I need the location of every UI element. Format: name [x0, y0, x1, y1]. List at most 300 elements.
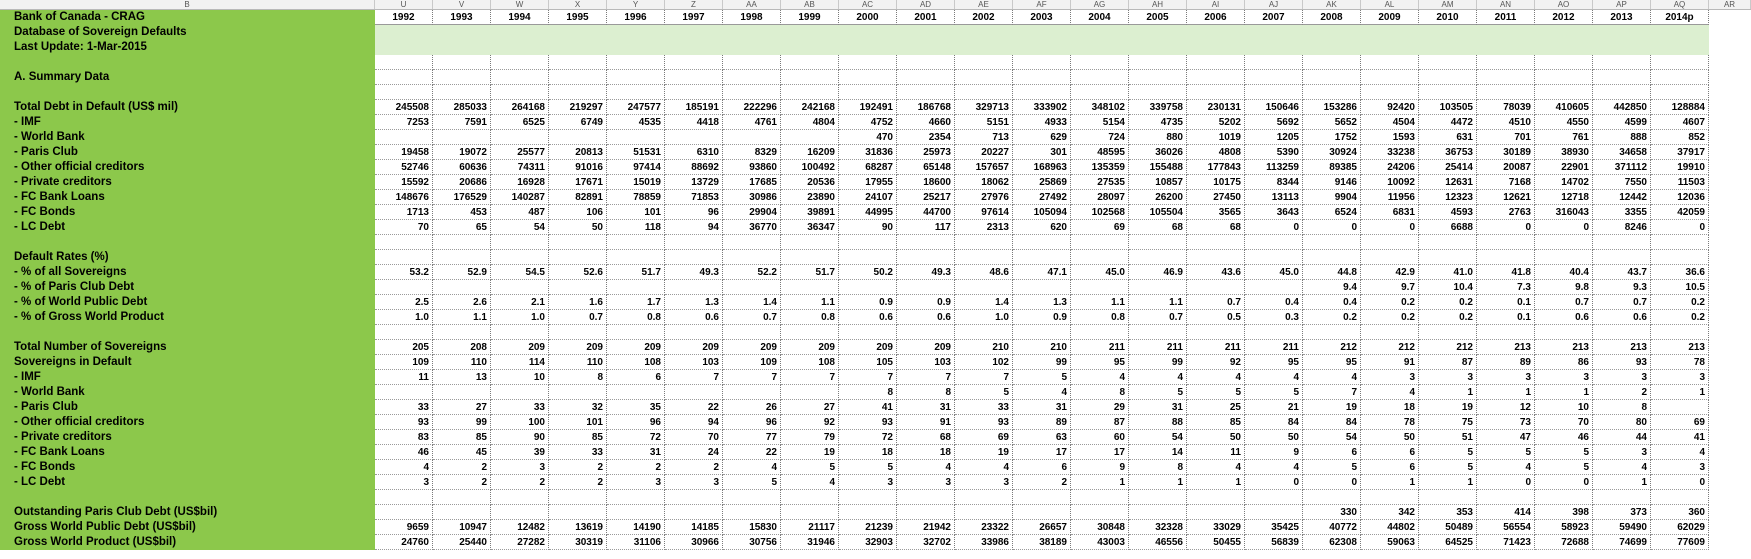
data-cell[interactable]: 329713: [955, 100, 1013, 115]
data-cell[interactable]: 26: [723, 400, 781, 415]
empty-cell[interactable]: [723, 55, 781, 70]
data-cell[interactable]: 209: [839, 340, 897, 355]
empty-cell[interactable]: [1477, 490, 1535, 505]
data-cell[interactable]: 2354: [897, 130, 955, 145]
data-cell[interactable]: 39: [491, 445, 549, 460]
data-cell[interactable]: 73: [1477, 415, 1535, 430]
data-cell[interactable]: 0.7: [1593, 295, 1651, 310]
empty-cell[interactable]: [897, 85, 955, 100]
data-cell[interactable]: 13113: [1245, 190, 1303, 205]
data-cell[interactable]: 9.3: [1593, 280, 1651, 295]
data-cell[interactable]: 212: [1361, 340, 1419, 355]
data-cell[interactable]: 487: [491, 205, 549, 220]
data-cell[interactable]: 3643: [1245, 205, 1303, 220]
column-letter[interactable]: AP: [1593, 0, 1651, 9]
data-cell[interactable]: 11: [1187, 445, 1245, 460]
data-cell[interactable]: [607, 505, 665, 520]
data-cell[interactable]: 8344: [1245, 175, 1303, 190]
empty-cell[interactable]: [433, 25, 491, 40]
row-label[interactable]: Last Update: 1-Mar-2015: [0, 40, 375, 55]
data-cell[interactable]: [1187, 505, 1245, 520]
data-cell[interactable]: 78: [1651, 355, 1709, 370]
empty-cell[interactable]: [839, 235, 897, 250]
data-cell[interactable]: 12631: [1419, 175, 1477, 190]
data-cell[interactable]: [723, 280, 781, 295]
data-cell[interactable]: 91: [897, 415, 955, 430]
empty-cell[interactable]: [723, 490, 781, 505]
data-cell[interactable]: 40.4: [1535, 265, 1593, 280]
empty-cell[interactable]: [491, 40, 549, 55]
data-cell[interactable]: 26657: [1013, 520, 1071, 535]
data-cell[interactable]: 105: [839, 355, 897, 370]
empty-cell[interactable]: [1419, 490, 1477, 505]
year-header-cell[interactable]: 1995: [549, 10, 607, 25]
data-cell[interactable]: 176529: [433, 190, 491, 205]
data-cell[interactable]: 51.7: [607, 265, 665, 280]
data-cell[interactable]: 50: [1361, 430, 1419, 445]
empty-cell[interactable]: [491, 55, 549, 70]
data-cell[interactable]: 414: [1477, 505, 1535, 520]
data-cell[interactable]: 28097: [1071, 190, 1129, 205]
empty-cell[interactable]: [1245, 250, 1303, 265]
empty-cell[interactable]: [1419, 70, 1477, 85]
empty-cell[interactable]: [375, 55, 433, 70]
column-letter[interactable]: AJ: [1245, 0, 1303, 9]
data-cell[interactable]: 211: [1071, 340, 1129, 355]
empty-cell[interactable]: [1187, 85, 1245, 100]
empty-cell[interactable]: [433, 250, 491, 265]
empty-cell[interactable]: [1245, 55, 1303, 70]
empty-cell[interactable]: [1361, 40, 1419, 55]
data-cell[interactable]: 22: [665, 400, 723, 415]
empty-cell[interactable]: [1535, 70, 1593, 85]
empty-cell[interactable]: [607, 25, 665, 40]
data-cell[interactable]: 5: [1419, 460, 1477, 475]
data-cell[interactable]: 285033: [433, 100, 491, 115]
data-cell[interactable]: 9: [1071, 460, 1129, 475]
data-cell[interactable]: 360: [1651, 505, 1709, 520]
data-cell[interactable]: 20087: [1477, 160, 1535, 175]
data-cell[interactable]: [375, 505, 433, 520]
data-cell[interactable]: [1013, 505, 1071, 520]
data-cell[interactable]: 410605: [1535, 100, 1593, 115]
empty-cell[interactable]: [665, 25, 723, 40]
data-cell[interactable]: 4472: [1419, 115, 1477, 130]
data-cell[interactable]: 36.6: [1651, 265, 1709, 280]
data-cell[interactable]: 99: [1013, 355, 1071, 370]
data-cell[interactable]: 108: [781, 355, 839, 370]
empty-cell[interactable]: [665, 235, 723, 250]
data-cell[interactable]: 4: [1361, 385, 1419, 400]
data-cell[interactable]: 6688: [1419, 220, 1477, 235]
data-cell[interactable]: 10947: [433, 520, 491, 535]
data-cell[interactable]: 93: [839, 415, 897, 430]
data-cell[interactable]: 109: [723, 355, 781, 370]
data-cell[interactable]: 41: [1651, 430, 1709, 445]
data-cell[interactable]: 0.8: [607, 310, 665, 325]
data-cell[interactable]: 9.7: [1361, 280, 1419, 295]
empty-cell[interactable]: [665, 490, 723, 505]
data-cell[interactable]: 7: [665, 370, 723, 385]
data-cell[interactable]: 1: [1071, 475, 1129, 490]
data-cell[interactable]: 852: [1651, 130, 1709, 145]
data-cell[interactable]: 2: [549, 460, 607, 475]
data-cell[interactable]: 168963: [1013, 160, 1071, 175]
empty-cell[interactable]: [839, 325, 897, 340]
data-cell[interactable]: 10.4: [1419, 280, 1477, 295]
data-cell[interactable]: 52.2: [723, 265, 781, 280]
empty-cell[interactable]: [1013, 325, 1071, 340]
empty-cell[interactable]: [433, 85, 491, 100]
row-label[interactable]: Sovereigns in Default: [0, 355, 375, 370]
data-cell[interactable]: 0.7: [1187, 295, 1245, 310]
data-cell[interactable]: 2.1: [491, 295, 549, 310]
data-cell[interactable]: 25869: [1013, 175, 1071, 190]
data-cell[interactable]: [433, 505, 491, 520]
data-cell[interactable]: 101: [607, 205, 665, 220]
data-cell[interactable]: 7168: [1477, 175, 1535, 190]
data-cell[interactable]: 20227: [955, 145, 1013, 160]
data-cell[interactable]: 13729: [665, 175, 723, 190]
year-header-cell[interactable]: 1996: [607, 10, 665, 25]
empty-cell[interactable]: [1245, 490, 1303, 505]
data-cell[interactable]: 44802: [1361, 520, 1419, 535]
empty-cell[interactable]: [1303, 85, 1361, 100]
empty-cell[interactable]: [433, 235, 491, 250]
data-cell[interactable]: 1.3: [1013, 295, 1071, 310]
empty-cell[interactable]: [1419, 235, 1477, 250]
data-cell[interactable]: 19: [1303, 400, 1361, 415]
empty-cell[interactable]: [1419, 325, 1477, 340]
data-cell[interactable]: 72688: [1535, 535, 1593, 550]
data-cell[interactable]: 3: [955, 475, 1013, 490]
data-cell[interactable]: 880: [1129, 130, 1187, 145]
year-header-cell[interactable]: 2012: [1535, 10, 1593, 25]
data-cell[interactable]: 1.0: [375, 310, 433, 325]
data-cell[interactable]: 59490: [1593, 520, 1651, 535]
data-cell[interactable]: 27450: [1187, 190, 1245, 205]
data-cell[interactable]: 4: [1593, 460, 1651, 475]
empty-cell[interactable]: [433, 70, 491, 85]
empty-cell[interactable]: [1651, 40, 1709, 55]
data-cell[interactable]: 19: [1419, 400, 1477, 415]
empty-cell[interactable]: [723, 85, 781, 100]
data-cell[interactable]: 70: [375, 220, 433, 235]
data-cell[interactable]: 25973: [897, 145, 955, 160]
data-cell[interactable]: 62029: [1651, 520, 1709, 535]
data-cell[interactable]: 8: [1129, 460, 1187, 475]
data-cell[interactable]: 5: [723, 475, 781, 490]
data-cell[interactable]: 247577: [607, 100, 665, 115]
data-cell[interactable]: 5202: [1187, 115, 1245, 130]
empty-cell[interactable]: [375, 325, 433, 340]
data-cell[interactable]: 27492: [1013, 190, 1071, 205]
data-cell[interactable]: 2: [433, 475, 491, 490]
data-cell[interactable]: 90: [839, 220, 897, 235]
row-label[interactable]: [0, 55, 375, 70]
data-cell[interactable]: 50: [1187, 430, 1245, 445]
empty-cell[interactable]: [491, 325, 549, 340]
row-label[interactable]: - World Bank: [0, 130, 375, 145]
data-cell[interactable]: 68: [1129, 220, 1187, 235]
empty-cell[interactable]: [1013, 70, 1071, 85]
empty-cell[interactable]: [1419, 40, 1477, 55]
row-label[interactable]: Total Debt in Default (US$ mil): [0, 100, 375, 115]
data-cell[interactable]: 4: [1129, 370, 1187, 385]
data-cell[interactable]: 0: [1303, 220, 1361, 235]
data-cell[interactable]: 33: [491, 400, 549, 415]
data-cell[interactable]: 3: [1593, 370, 1651, 385]
data-cell[interactable]: 40772: [1303, 520, 1361, 535]
year-header-cell[interactable]: 2003: [1013, 10, 1071, 25]
empty-cell[interactable]: [1129, 55, 1187, 70]
empty-cell[interactable]: [1187, 55, 1245, 70]
empty-cell[interactable]: [607, 235, 665, 250]
data-cell[interactable]: [897, 280, 955, 295]
data-cell[interactable]: 5: [781, 460, 839, 475]
column-letter[interactable]: AR: [1709, 0, 1751, 9]
data-cell[interactable]: 50.2: [839, 265, 897, 280]
row-label[interactable]: - Other official creditors: [0, 415, 375, 430]
empty-cell[interactable]: [1593, 490, 1651, 505]
data-cell[interactable]: 103: [665, 355, 723, 370]
data-cell[interactable]: 0.8: [1071, 310, 1129, 325]
data-cell[interactable]: 19: [781, 445, 839, 460]
data-cell[interactable]: 88: [1129, 415, 1187, 430]
data-cell[interactable]: 4: [781, 475, 839, 490]
empty-cell[interactable]: [665, 70, 723, 85]
data-cell[interactable]: 18: [839, 445, 897, 460]
data-cell[interactable]: 4599: [1593, 115, 1651, 130]
data-cell[interactable]: 4: [1303, 370, 1361, 385]
data-cell[interactable]: [433, 280, 491, 295]
data-cell[interactable]: [549, 280, 607, 295]
empty-cell[interactable]: [1187, 40, 1245, 55]
row-label[interactable]: - World Bank: [0, 385, 375, 400]
empty-cell[interactable]: [1361, 85, 1419, 100]
data-cell[interactable]: 27976: [955, 190, 1013, 205]
data-cell[interactable]: 8: [1071, 385, 1129, 400]
row-label[interactable]: - FC Bonds: [0, 460, 375, 475]
data-cell[interactable]: 5: [839, 460, 897, 475]
data-cell[interactable]: 15592: [375, 175, 433, 190]
empty-cell[interactable]: [1187, 25, 1245, 40]
data-cell[interactable]: 0.9: [897, 295, 955, 310]
column-letter[interactable]: B: [0, 0, 375, 9]
column-letter[interactable]: V: [433, 0, 491, 9]
data-cell[interactable]: 46556: [1129, 535, 1187, 550]
data-cell[interactable]: 0: [1535, 475, 1593, 490]
data-cell[interactable]: 3355: [1593, 205, 1651, 220]
empty-cell[interactable]: [1593, 70, 1651, 85]
data-cell[interactable]: 50: [1245, 430, 1303, 445]
empty-cell[interactable]: [433, 55, 491, 70]
data-cell[interactable]: 44: [1593, 430, 1651, 445]
data-cell[interactable]: 1.4: [955, 295, 1013, 310]
row-label[interactable]: - IMF: [0, 115, 375, 130]
empty-cell[interactable]: [491, 490, 549, 505]
data-cell[interactable]: [781, 385, 839, 400]
data-cell[interactable]: 2: [491, 475, 549, 490]
data-cell[interactable]: 14190: [607, 520, 665, 535]
data-cell[interactable]: 2763: [1477, 205, 1535, 220]
data-cell[interactable]: 75: [1419, 415, 1477, 430]
empty-cell[interactable]: [723, 25, 781, 40]
column-letter[interactable]: Z: [665, 0, 723, 9]
data-cell[interactable]: 24760: [375, 535, 433, 550]
data-cell[interactable]: 5: [1013, 370, 1071, 385]
data-cell[interactable]: 5: [1245, 385, 1303, 400]
data-cell[interactable]: 148676: [375, 190, 433, 205]
data-cell[interactable]: 33029: [1187, 520, 1245, 535]
data-cell[interactable]: 96: [607, 415, 665, 430]
data-cell[interactable]: 8329: [723, 145, 781, 160]
row-label[interactable]: Default Rates (%): [0, 250, 375, 265]
empty-cell[interactable]: [375, 25, 433, 40]
data-cell[interactable]: 209: [897, 340, 955, 355]
data-cell[interactable]: 45.0: [1071, 265, 1129, 280]
data-cell[interactable]: 1713: [375, 205, 433, 220]
data-cell[interactable]: 4: [723, 460, 781, 475]
data-cell[interactable]: 21117: [781, 520, 839, 535]
year-header-cell[interactable]: 1993: [433, 10, 491, 25]
data-cell[interactable]: 51: [1419, 430, 1477, 445]
empty-cell[interactable]: [665, 250, 723, 265]
data-cell[interactable]: 19458: [375, 145, 433, 160]
data-cell[interactable]: 1.4: [723, 295, 781, 310]
data-cell[interactable]: 301: [1013, 145, 1071, 160]
data-cell[interactable]: 150646: [1245, 100, 1303, 115]
data-cell[interactable]: 89: [1477, 355, 1535, 370]
data-cell[interactable]: 31: [897, 400, 955, 415]
data-cell[interactable]: 6310: [665, 145, 723, 160]
data-cell[interactable]: 9659: [375, 520, 433, 535]
data-cell[interactable]: 96: [665, 205, 723, 220]
data-cell[interactable]: 3: [1651, 460, 1709, 475]
data-cell[interactable]: 2: [549, 475, 607, 490]
row-label[interactable]: - % of all Sovereigns: [0, 265, 375, 280]
data-cell[interactable]: 45.0: [1245, 265, 1303, 280]
data-cell[interactable]: 2: [665, 460, 723, 475]
data-cell[interactable]: 4: [897, 460, 955, 475]
data-cell[interactable]: 4752: [839, 115, 897, 130]
empty-cell[interactable]: [955, 235, 1013, 250]
data-cell[interactable]: 9: [1245, 445, 1303, 460]
data-cell[interactable]: 36347: [781, 220, 839, 235]
data-cell[interactable]: 1: [1187, 475, 1245, 490]
data-cell[interactable]: [1071, 505, 1129, 520]
data-cell[interactable]: 49.3: [665, 265, 723, 280]
data-cell[interactable]: 6: [607, 370, 665, 385]
data-cell[interactable]: 8: [549, 370, 607, 385]
data-cell[interactable]: [1013, 280, 1071, 295]
empty-cell[interactable]: [1651, 490, 1709, 505]
empty-cell[interactable]: [1245, 40, 1303, 55]
data-cell[interactable]: [955, 280, 1013, 295]
data-cell[interactable]: 209: [491, 340, 549, 355]
data-cell[interactable]: 15019: [607, 175, 665, 190]
data-cell[interactable]: 27535: [1071, 175, 1129, 190]
data-cell[interactable]: 701: [1477, 130, 1535, 145]
empty-cell[interactable]: [781, 490, 839, 505]
data-cell[interactable]: 19072: [433, 145, 491, 160]
data-cell[interactable]: 4: [1071, 370, 1129, 385]
data-cell[interactable]: 0: [1303, 475, 1361, 490]
data-cell[interactable]: 0.4: [1303, 295, 1361, 310]
year-header-cell[interactable]: 2000: [839, 10, 897, 25]
data-cell[interactable]: 213: [1535, 340, 1593, 355]
row-label[interactable]: - Private creditors: [0, 175, 375, 190]
empty-cell[interactable]: [1071, 325, 1129, 340]
row-label[interactable]: - % of Paris Club Debt: [0, 280, 375, 295]
data-cell[interactable]: 4933: [1013, 115, 1071, 130]
data-cell[interactable]: 33: [955, 400, 1013, 415]
data-cell[interactable]: 1.0: [491, 310, 549, 325]
row-label[interactable]: - LC Debt: [0, 220, 375, 235]
data-cell[interactable]: 4510: [1477, 115, 1535, 130]
data-cell[interactable]: 51.7: [781, 265, 839, 280]
data-cell[interactable]: 37917: [1651, 145, 1709, 160]
empty-cell[interactable]: [897, 40, 955, 55]
data-cell[interactable]: 211: [1245, 340, 1303, 355]
data-cell[interactable]: 1: [1593, 475, 1651, 490]
data-cell[interactable]: 1: [1419, 385, 1477, 400]
data-cell[interactable]: 26200: [1129, 190, 1187, 205]
data-cell[interactable]: 23890: [781, 190, 839, 205]
data-cell[interactable]: 153286: [1303, 100, 1361, 115]
data-cell[interactable]: 371112: [1593, 160, 1651, 175]
data-cell[interactable]: 242168: [781, 100, 839, 115]
data-cell[interactable]: 44995: [839, 205, 897, 220]
data-cell[interactable]: 4: [1187, 460, 1245, 475]
data-cell[interactable]: 53.2: [375, 265, 433, 280]
data-cell[interactable]: 65148: [897, 160, 955, 175]
data-cell[interactable]: 18: [1361, 400, 1419, 415]
data-cell[interactable]: 3: [491, 460, 549, 475]
column-letter[interactable]: U: [375, 0, 433, 9]
empty-cell[interactable]: [1593, 235, 1651, 250]
data-cell[interactable]: 373: [1593, 505, 1651, 520]
data-cell[interactable]: 92: [781, 415, 839, 430]
data-cell[interactable]: 29904: [723, 205, 781, 220]
empty-cell[interactable]: [607, 55, 665, 70]
data-cell[interactable]: 2: [433, 460, 491, 475]
data-cell[interactable]: 185191: [665, 100, 723, 115]
data-cell[interactable]: 353: [1419, 505, 1477, 520]
data-cell[interactable]: 140287: [491, 190, 549, 205]
data-cell[interactable]: 14: [1129, 445, 1187, 460]
data-cell[interactable]: 42.9: [1361, 265, 1419, 280]
data-cell[interactable]: 1.7: [607, 295, 665, 310]
data-cell[interactable]: 9146: [1303, 175, 1361, 190]
data-cell[interactable]: 17: [1013, 445, 1071, 460]
data-cell[interactable]: [665, 385, 723, 400]
data-cell[interactable]: 0.7: [723, 310, 781, 325]
data-cell[interactable]: 0.6: [665, 310, 723, 325]
data-cell[interactable]: 5151: [955, 115, 1013, 130]
data-cell[interactable]: 95: [1245, 355, 1303, 370]
empty-cell[interactable]: [1245, 85, 1303, 100]
empty-cell[interactable]: [491, 70, 549, 85]
data-cell[interactable]: 6525: [491, 115, 549, 130]
column-letter[interactable]: AQ: [1651, 0, 1709, 9]
data-cell[interactable]: 49.3: [897, 265, 955, 280]
data-cell[interactable]: 117: [897, 220, 955, 235]
data-cell[interactable]: 0.2: [1419, 295, 1477, 310]
data-cell[interactable]: 109: [375, 355, 433, 370]
empty-cell[interactable]: [1477, 70, 1535, 85]
data-cell[interactable]: 70: [1535, 415, 1593, 430]
